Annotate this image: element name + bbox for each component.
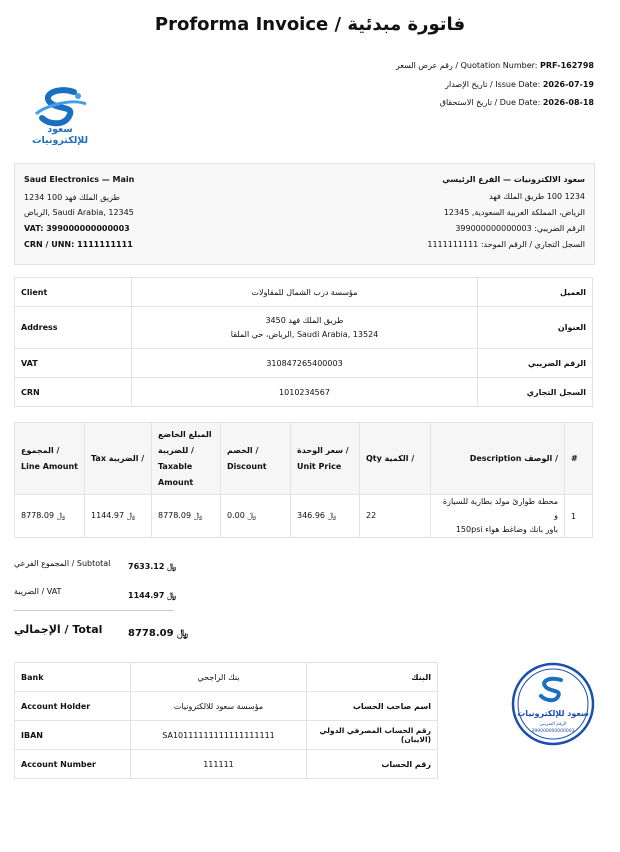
tax-cell: ﷼ 1144.97 bbox=[85, 495, 152, 538]
account-number-label: Account Number bbox=[15, 750, 131, 779]
table-row bbox=[15, 692, 438, 721]
seller-name-en: Saud Electronics — Main bbox=[24, 175, 135, 184]
seller-crn-ar: السجل التجاري / الرقم الموحد: 1111111111 bbox=[427, 240, 585, 249]
table-row bbox=[15, 721, 438, 750]
table-row bbox=[15, 750, 438, 779]
seller-street-en: 1234 100 طريق الملك فهد bbox=[24, 193, 120, 202]
seller-city-en: الرياض, Saudi Arabia, 12345 bbox=[24, 208, 134, 217]
client-table bbox=[14, 277, 593, 407]
subtotal-value: ﷼ 7633.12 bbox=[128, 562, 177, 571]
account-number-value: 111111 bbox=[131, 750, 307, 779]
seller-street-ar: 1234 100 طريق الملك فهد bbox=[489, 192, 585, 201]
bank-label: Bank bbox=[15, 663, 131, 692]
table-row bbox=[15, 663, 438, 692]
iban-label-ar: رقم الحساب المصرفي الدولي (الايبان) bbox=[307, 721, 438, 750]
taxable-cell: ﷼ 8778.09 bbox=[152, 495, 221, 538]
quotation-number: رقم عرض السعر / Quotation Number: PRF-162798 bbox=[395, 61, 594, 70]
account-number-label-ar: رقم الحساب bbox=[307, 750, 438, 779]
vat-label: VAT bbox=[15, 349, 132, 378]
discount-cell: ﷼ 0.00 bbox=[221, 495, 291, 538]
col-tax: Tax الضريبة / bbox=[85, 423, 152, 495]
row-number-cell: 1 bbox=[565, 495, 593, 538]
bank-label-ar: البنك bbox=[307, 663, 438, 692]
table-row bbox=[15, 495, 593, 538]
seller-vat-ar: الرقم الضريبي: 399000000000003 bbox=[455, 224, 585, 233]
seller-crn-en: CRN / UNN: 1111111111 bbox=[24, 240, 133, 249]
seller-name-ar: سعود الالكترونيات — الفرع الرئيسي bbox=[442, 175, 585, 184]
crn-label-ar: السجل التجاري bbox=[478, 378, 593, 407]
seller-vat-en: VAT: 399000000000003 bbox=[24, 224, 130, 233]
description-cell: محطة طوارئ مولد بطارية للسيارة و باور بانك وضاغط هواء 150psi bbox=[431, 495, 565, 538]
items-header-row bbox=[15, 423, 593, 495]
bank-value: بنك الراجحي bbox=[131, 663, 307, 692]
page-title: Proforma Invoice / فاتورة مبدئية bbox=[154, 14, 466, 35]
issue-date: تاريخ الإصدار / Issue Date: 2026-07-19 bbox=[445, 80, 594, 89]
iban-value: SA10111111111111111111 bbox=[131, 721, 307, 750]
seller-info-box bbox=[14, 163, 595, 265]
iban-label: IBAN bbox=[15, 721, 131, 750]
col-taxable: المبلغ الخاضع للضريبة / Taxable Amount bbox=[152, 423, 221, 495]
account-holder-value: مؤسسة سعود للالكترونيات bbox=[131, 692, 307, 721]
line-amount-cell: ﷼ 8778.09 bbox=[15, 495, 85, 538]
unit-price-cell: ﷼ 346.96 bbox=[291, 495, 360, 538]
seller-city-ar: الرياض، المملكة العربية السعودية, 12345 bbox=[443, 208, 585, 217]
client-value: مؤسسة درب الشمال للمقاولات bbox=[132, 278, 478, 307]
address-label: Address bbox=[15, 307, 132, 349]
table-row bbox=[15, 278, 593, 307]
table-row bbox=[15, 307, 593, 349]
col-discount: الخصم / Discount bbox=[221, 423, 291, 495]
table-row bbox=[15, 349, 593, 378]
client-label: Client bbox=[15, 278, 132, 307]
total-value: ﷼ 8778.09 bbox=[128, 628, 189, 639]
logo-text: سعود للإلكترونيات bbox=[31, 124, 89, 146]
vat-value: 310847265400003 bbox=[132, 349, 478, 378]
account-holder-label-ar: اسم صاحب الحساب bbox=[307, 692, 438, 721]
col-unit-price: سعر الوحدة / Unit Price bbox=[291, 423, 360, 495]
address-label-ar: العنوان bbox=[478, 307, 593, 349]
stamp-number: 399000000000003 bbox=[531, 729, 575, 734]
col-qty: Qty الكمية / bbox=[360, 423, 431, 495]
subtotal-label: المجموع الفرعي / Subtotal bbox=[14, 559, 111, 568]
items-table bbox=[14, 422, 593, 538]
vat-total-value: ﷼ 1144.97 bbox=[128, 591, 177, 600]
vat-label-ar: الرقم الضريبي bbox=[478, 349, 593, 378]
table-row bbox=[15, 378, 593, 407]
client-label-ar: العميل bbox=[478, 278, 593, 307]
crn-value: 1010234567 bbox=[132, 378, 478, 407]
crn-label: CRN bbox=[15, 378, 132, 407]
col-description: Description الوصف / bbox=[431, 423, 565, 495]
due-date: تاريخ الاستحقاق / Due Date: 2026-08-18 bbox=[439, 98, 594, 107]
total-label: الإجمالي / Total bbox=[14, 623, 103, 636]
bank-table bbox=[14, 662, 438, 779]
vat-total-label: الضريبة / VAT bbox=[14, 587, 62, 596]
stamp-name: سعود للإلكترونيات bbox=[517, 709, 589, 718]
stamp-sub: الرقم الضريبي bbox=[539, 722, 567, 727]
qty-cell: 22 bbox=[360, 495, 431, 538]
account-holder-label: Account Holder bbox=[15, 692, 131, 721]
totals-divider bbox=[14, 610, 174, 611]
company-stamp-icon bbox=[511, 662, 595, 746]
address-value: 3450 طريق الملك فهد الرياض، حي الملقا, Saudi Arabia, 13524 bbox=[132, 307, 478, 349]
col-line-amount: المجموع / Line Amount bbox=[15, 423, 85, 495]
col-number: # bbox=[565, 423, 593, 495]
